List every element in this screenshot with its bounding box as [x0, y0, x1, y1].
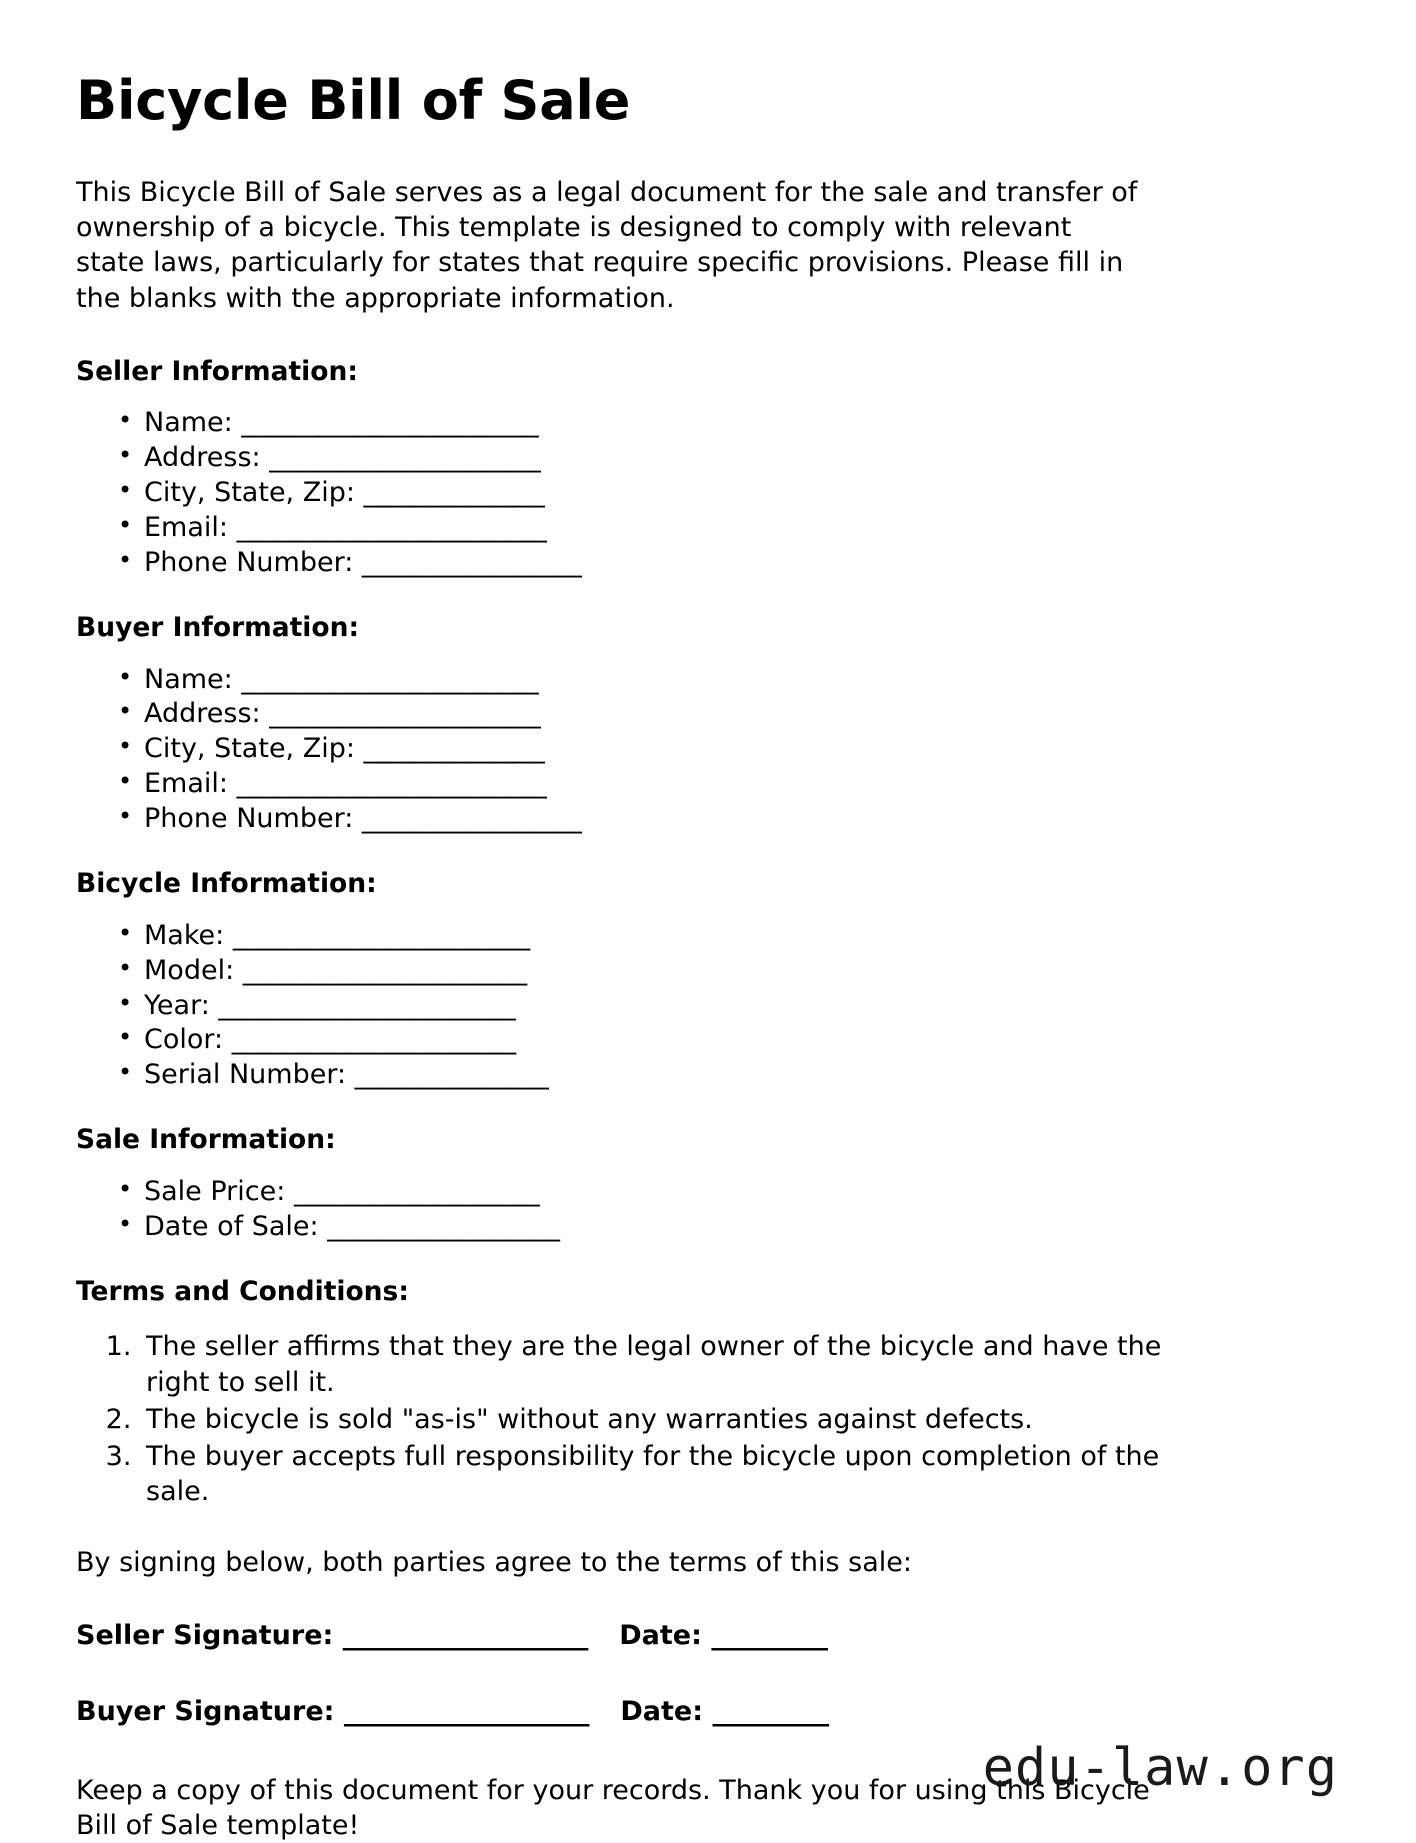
field-blank[interactable]: _______________________ [241, 663, 539, 695]
field-blank[interactable]: _______________________ [232, 919, 530, 951]
field-label: Name: [144, 407, 233, 439]
field-buyer-phone [114, 805, 1340, 834]
field-label: Make: [144, 919, 225, 951]
field-blank[interactable]: ______________________ [231, 1024, 516, 1056]
buyer-date-label: Date: [620, 1696, 704, 1728]
field-date-of-sale [114, 1210, 1340, 1242]
field-bicycle-color [114, 1026, 1340, 1055]
field-label: City, State, Zip: [144, 477, 355, 509]
seller-signature-blank[interactable]: ___________________ [342, 1620, 588, 1652]
terms-list-item: 2. The bicycle is sold "as-is" without any warranties against defects. [140, 1402, 1176, 1437]
seller-information-fields [76, 409, 1340, 577]
bicycle-information-fields [76, 919, 1340, 1091]
terms-and-conditions-heading: Terms and Conditions: [76, 1275, 409, 1307]
field-blank[interactable]: _______________________ [241, 407, 539, 439]
field-blank[interactable]: _____________________ [269, 442, 541, 474]
agreement-statement: By signing below, both parties agree to the terms of this sale: [76, 1546, 912, 1578]
seller-date-blank[interactable]: _________ [711, 1620, 828, 1652]
closing-paragraph: Keep a copy of this document for your records. Thank you for using this Bicycle Bill of Sale template! [76, 1774, 1150, 1841]
field-label: Address: [144, 698, 261, 730]
field-buyer-name [114, 663, 1340, 695]
seller-signature-row [76, 1620, 1340, 1652]
field-label: Sale Price: [144, 1175, 286, 1207]
field-blank[interactable]: ___________________ [293, 1175, 540, 1207]
terms-list-item: 1. The seller affirms that they are the legal owner of the bicycle and have the right to sell it. [140, 1329, 1176, 1399]
field-blank[interactable]: ______________ [363, 477, 545, 509]
field-blank[interactable]: ______________ [363, 733, 545, 765]
field-blank[interactable]: _______________ [354, 1059, 549, 1091]
field-blank[interactable]: _________________ [361, 546, 582, 578]
field-label: Address: [144, 442, 261, 474]
field-seller-address [114, 444, 1340, 473]
field-buyer-email [114, 770, 1340, 799]
buyer-date-blank[interactable]: _________ [712, 1696, 829, 1728]
field-label: Date of Sale: [144, 1210, 319, 1242]
buyer-information-heading: Buyer Information: [76, 611, 360, 643]
field-buyer-address [114, 700, 1340, 729]
buyer-signature-blank[interactable]: ___________________ [343, 1696, 589, 1728]
field-bicycle-make [114, 919, 1340, 951]
field-blank[interactable]: _______________________ [218, 989, 516, 1021]
field-blank[interactable]: _________________ [361, 803, 582, 835]
bicycle-information-heading: Bicycle Information: [76, 867, 377, 899]
field-seller-name [114, 409, 1340, 438]
field-blank[interactable]: ________________________ [236, 512, 547, 544]
field-buyer-city-state-zip [114, 735, 1340, 764]
field-label: Color: [144, 1024, 224, 1056]
terms-list-item: 3. The buyer accepts full responsibility for the bicycle upon completion of the sale. [140, 1439, 1176, 1509]
field-blank[interactable]: _____________________ [269, 698, 541, 730]
buyer-information-fields [76, 663, 1340, 835]
field-label: Serial Number: [144, 1059, 347, 1091]
field-blank[interactable]: ________________________ [236, 768, 547, 800]
sale-information-fields [76, 1175, 1340, 1242]
field-bicycle-year [114, 989, 1340, 1021]
buyer-signature-row [76, 1696, 1340, 1728]
buyer-signature-label: Buyer Signature: [76, 1696, 335, 1728]
field-label: Phone Number: [144, 546, 354, 578]
field-label: Phone Number: [144, 803, 354, 835]
sale-information-heading: Sale Information: [76, 1124, 336, 1156]
seller-information-heading: Seller Information: [76, 355, 358, 387]
field-bicycle-serial-number [114, 1061, 1340, 1090]
seller-signature-label: Seller Signature: [76, 1620, 334, 1652]
terms-and-conditions-list [76, 1329, 1340, 1508]
field-seller-city-state-zip [114, 479, 1340, 508]
field-blank[interactable]: ______________________ [242, 954, 527, 986]
field-seller-phone [114, 546, 1340, 578]
intro-paragraph: This Bicycle Bill of Sale serves as a legal document for the sale and transfer of ownership of a bicycle. This template is designed to comply with relevant state laws, particularly for states that require specific provisions. Please fill in the blanks with the appropriate information. [76, 177, 1138, 314]
field-label: Email: [144, 768, 229, 800]
watermark-edu-law: edu-law.org [982, 1738, 1338, 1798]
page-title: Bicycle Bill of Sale [76, 69, 631, 132]
field-label: Email: [144, 512, 229, 544]
field-label: Model: [144, 954, 235, 986]
seller-date-label: Date: [619, 1620, 702, 1652]
field-bicycle-model [114, 954, 1340, 986]
field-label: Year: [144, 989, 210, 1021]
field-label: City, State, Zip: [144, 733, 355, 765]
field-label: Name: [144, 663, 233, 695]
field-blank[interactable]: __________________ [327, 1210, 560, 1242]
field-sale-price [114, 1175, 1340, 1207]
field-seller-email [114, 514, 1340, 543]
